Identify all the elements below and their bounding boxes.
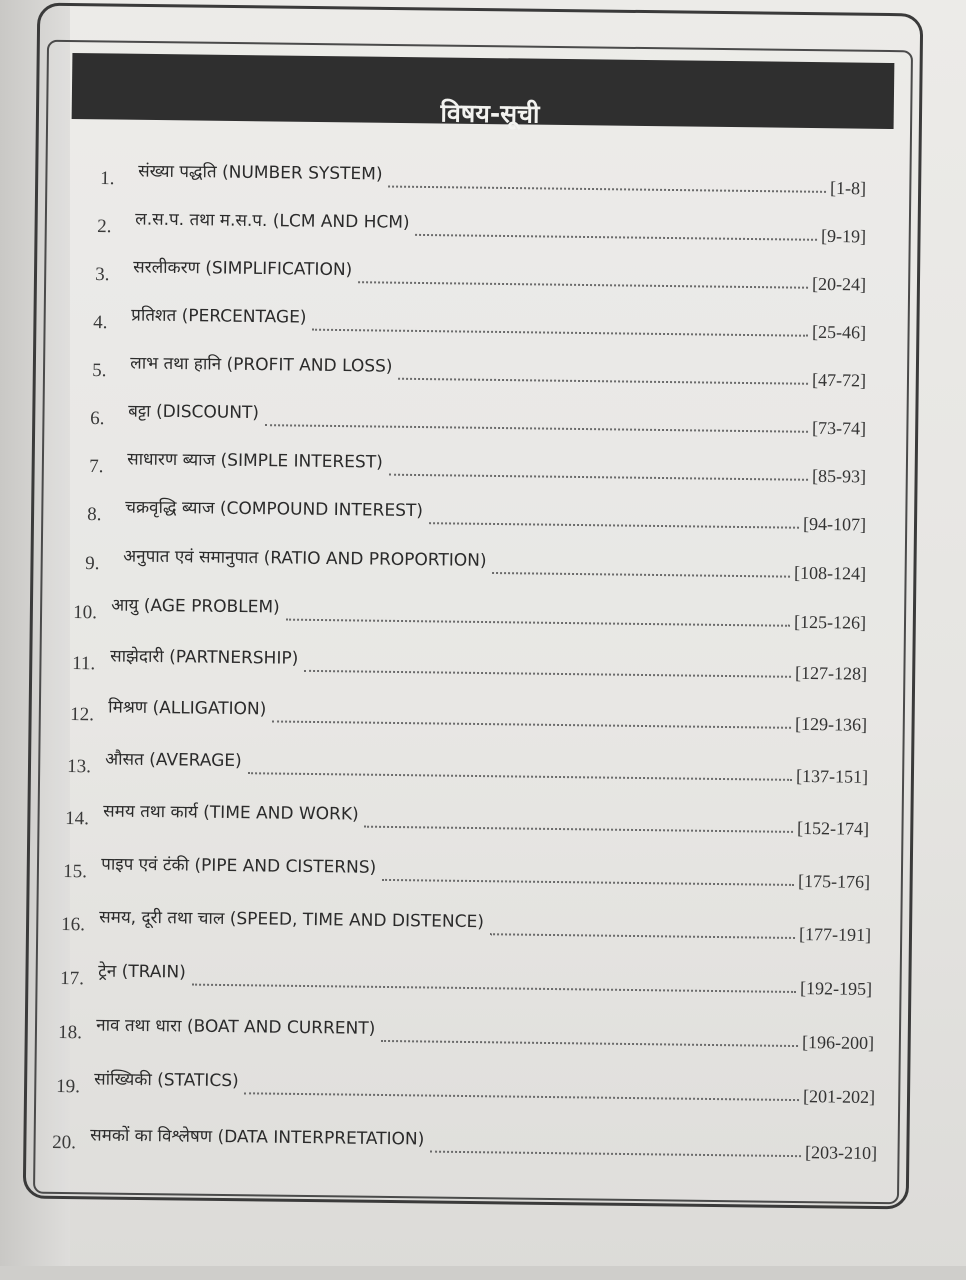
toc-row <box>70 694 867 736</box>
entry-pages: [108-124] <box>793 562 867 584</box>
dot-leader <box>430 1150 801 1158</box>
entry-number: 16. <box>61 914 86 936</box>
entry-title: चक्रवृद्धि ब्याज (COMPOUND INTEREST) <box>125 497 424 522</box>
entry-number: 19. <box>56 1076 81 1098</box>
toc-row <box>72 643 867 685</box>
toc-row <box>67 746 868 788</box>
dot-leader <box>248 771 792 781</box>
entry-title: बट्टा (DISCOUNT) <box>128 401 260 424</box>
entry-number: 5. <box>92 360 107 382</box>
entry-title: साझेदारी (PARTNERSHIP) <box>110 646 299 669</box>
entry-title: ट्रेन (TRAIN) <box>98 961 186 983</box>
entry-pages: [201-202] <box>802 1086 876 1108</box>
toc-row <box>89 446 866 487</box>
toc-row <box>61 904 871 946</box>
toc-row <box>100 158 866 199</box>
entry-number: 4. <box>93 312 108 334</box>
entry-pages: [94-107] <box>802 513 867 535</box>
entry-number: 10. <box>73 602 98 624</box>
entry-title: सांख्यिकी (STATICS) <box>94 1069 239 1092</box>
page-bottom-edge <box>0 1266 966 1280</box>
entry-number: 8. <box>87 504 102 526</box>
entry-pages: [73-74] <box>811 417 867 439</box>
dot-leader <box>382 878 794 886</box>
dot-leader <box>490 932 795 939</box>
entry-pages: [192-195] <box>799 978 873 999</box>
entry-title: समकों का विश्लेषण (DATA INTERPRETATION) <box>90 1125 425 1150</box>
entry-pages: [152-174] <box>796 817 870 839</box>
entry-title: पाइप एवं टंकी (PIPE AND CISTERNS) <box>101 854 377 878</box>
toc-row <box>93 302 866 343</box>
entry-pages: [127-128] <box>794 662 868 684</box>
entry-pages: [47-72] <box>811 369 867 391</box>
dot-leader <box>388 185 826 193</box>
dot-leader <box>192 983 796 993</box>
entry-number: 2. <box>97 216 112 238</box>
entry-number: 12. <box>70 704 95 726</box>
toc-row <box>92 350 866 391</box>
entry-pages: [177-191] <box>798 924 872 945</box>
entry-pages: [175-176] <box>797 870 871 892</box>
dot-leader <box>398 377 808 385</box>
entry-title: नाव तथा धारा (BOAT AND CURRENT) <box>96 1015 376 1039</box>
entry-number: 6. <box>90 408 105 430</box>
entry-title: मिश्रण (ALLIGATION) <box>108 697 267 720</box>
dot-leader <box>245 1091 800 1101</box>
toc-row <box>63 851 870 893</box>
entry-title: साधारण ब्याज (SIMPLE INTEREST) <box>127 449 383 473</box>
entry-pages: [25-46] <box>811 321 867 343</box>
dot-leader <box>272 719 791 728</box>
toc-row <box>87 494 866 536</box>
entry-number: 3. <box>95 264 110 286</box>
dot-leader <box>265 423 808 433</box>
toc-row <box>90 398 866 439</box>
dot-leader <box>286 618 790 627</box>
entry-title: सरलीकरण (SIMPLIFICATION) <box>133 257 353 281</box>
dot-leader <box>312 328 808 337</box>
entry-pages: [9-19] <box>820 225 867 247</box>
entry-title: समय, दूरी तथा चाल (SPEED, TIME AND DISTENCE) <box>99 907 485 933</box>
entry-number: 14. <box>65 808 90 830</box>
dot-leader <box>415 233 817 241</box>
entry-pages: [129-136] <box>794 713 868 735</box>
toc-row <box>58 1012 874 1054</box>
entry-pages: [85-93] <box>811 465 867 487</box>
entry-number: 9. <box>85 553 100 575</box>
entry-pages: [1-8] <box>829 177 867 199</box>
toc-row <box>56 1066 875 1108</box>
entry-pages: [125-126] <box>793 611 867 633</box>
entry-number: 1. <box>100 168 115 190</box>
toc-row <box>65 798 869 840</box>
entry-title: आयु (AGE PROBLEM) <box>111 595 280 618</box>
dot-leader <box>429 521 799 529</box>
entry-pages: [196-200] <box>801 1032 875 1053</box>
toc-row <box>95 254 866 295</box>
toc-row <box>97 206 866 247</box>
dot-leader <box>365 825 794 833</box>
toc-row <box>73 592 866 634</box>
entry-title: समय तथा कार्य (TIME AND WORK) <box>103 801 359 825</box>
dot-leader <box>304 669 791 678</box>
entry-number: 7. <box>89 456 104 478</box>
toc-row <box>52 1122 877 1164</box>
entry-pages: [137-151] <box>795 765 869 787</box>
entry-number: 18. <box>58 1022 83 1044</box>
entry-title: प्रतिशत (PERCENTAGE) <box>131 305 307 328</box>
dot-leader <box>381 1039 798 1047</box>
toc-row <box>60 958 872 1000</box>
entry-title: ल.स.प. तथा म.स.प. (LCM AND HCM) <box>135 209 410 233</box>
entry-number: 17. <box>60 968 85 990</box>
entry-number: 11. <box>72 653 96 675</box>
entry-title: संख्या पद्धति (NUMBER SYSTEM) <box>138 161 383 185</box>
dot-leader <box>358 280 808 288</box>
dot-leader <box>492 571 790 578</box>
page-title: विषय-सूची <box>440 98 540 129</box>
entry-title: लाभ तथा हानि (PROFIT AND LOSS) <box>130 353 393 377</box>
entry-number: 13. <box>67 756 92 778</box>
entry-title: अनुपात एवं समानुपात (RATIO AND PROPORTION) <box>123 546 487 571</box>
entry-pages: [203-210] <box>804 1142 878 1164</box>
dot-leader <box>389 473 808 481</box>
entry-title: औसत (AVERAGE) <box>105 749 242 772</box>
entry-pages: [20-24] <box>811 273 867 295</box>
entry-number: 15. <box>63 861 88 883</box>
entry-number: 20. <box>52 1132 77 1154</box>
toc-row <box>85 543 866 585</box>
